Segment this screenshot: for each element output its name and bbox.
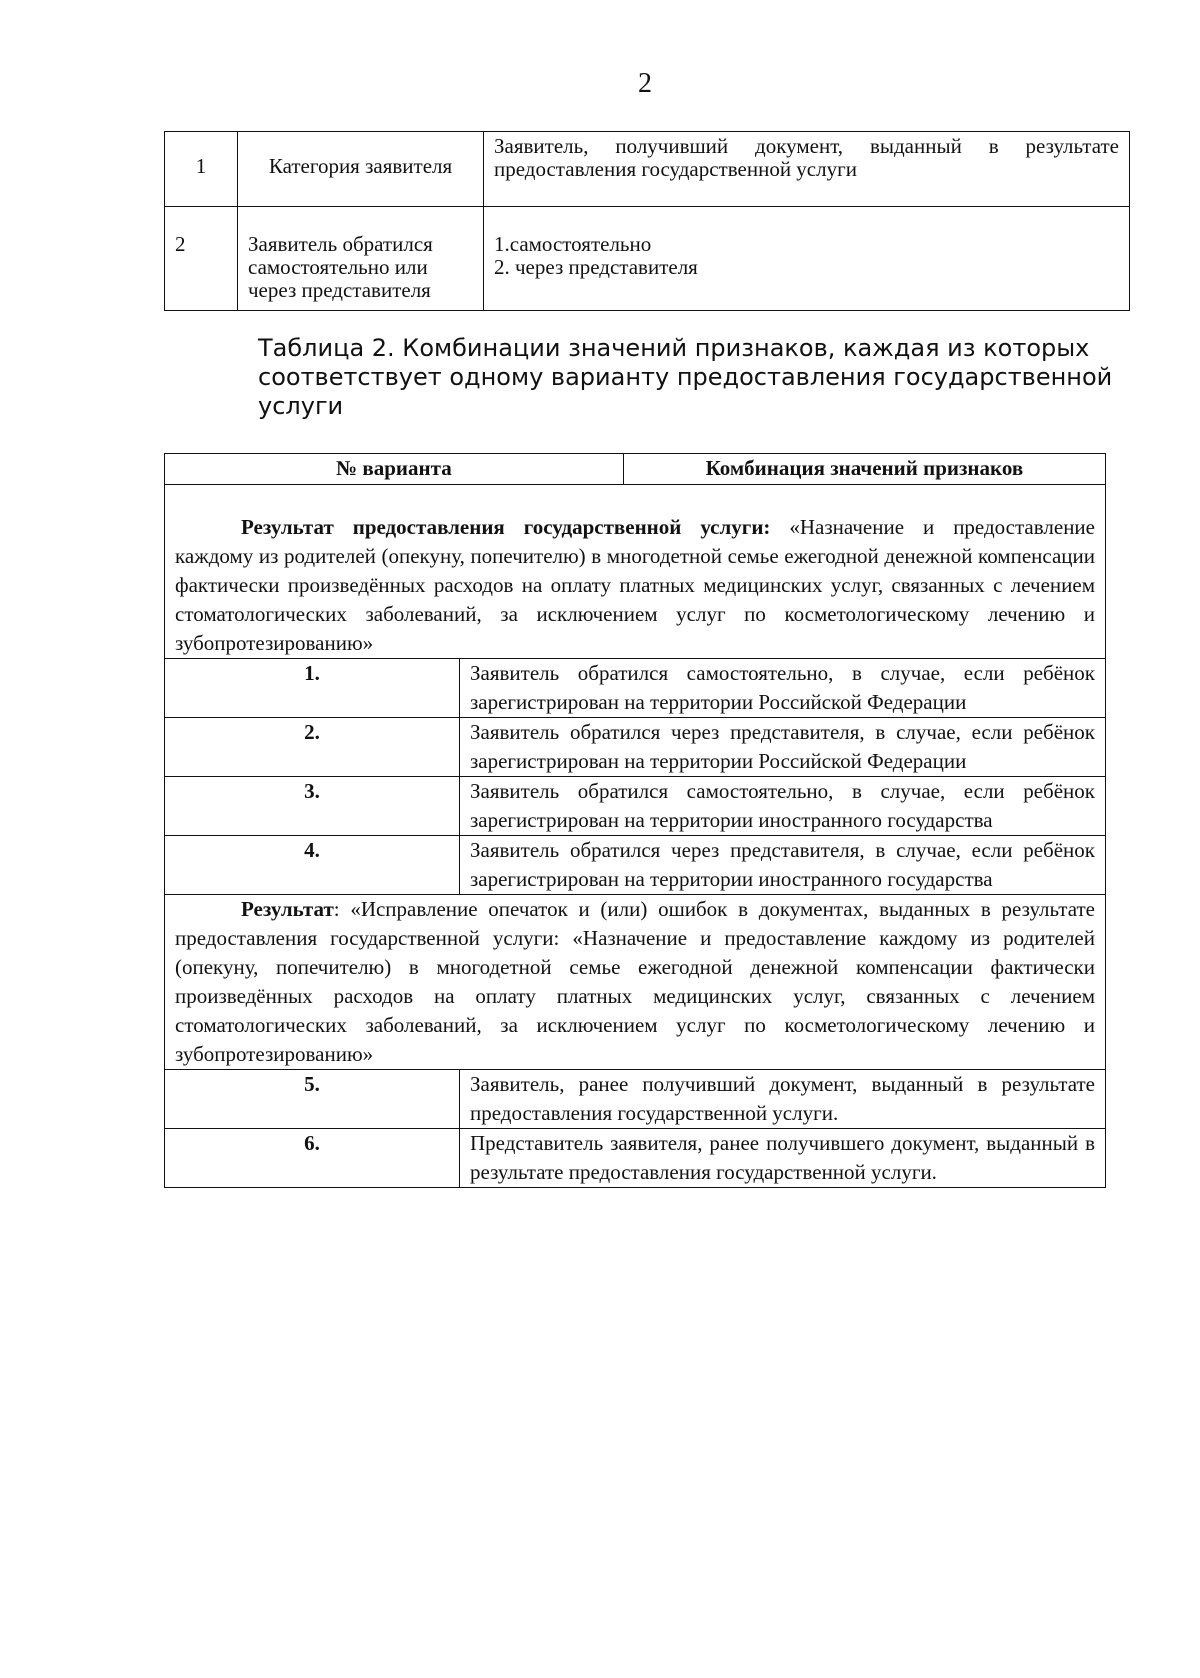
table-header-row bbox=[165, 454, 1106, 485]
table-row bbox=[165, 207, 1130, 311]
section-label: Результат предоставления государственной услуги: bbox=[241, 515, 771, 539]
applicant-criteria-table bbox=[164, 131, 1130, 311]
row-number: 1 bbox=[165, 132, 238, 207]
variant-number: 4. bbox=[165, 836, 460, 895]
criterion-value: Заявитель, получивший документ, выданный в результате предоставления государственной услуги bbox=[484, 132, 1130, 207]
row-number: 2 bbox=[165, 207, 238, 311]
criterion-label: Категория заявителя bbox=[238, 132, 484, 207]
section-row bbox=[165, 895, 1106, 1070]
section-result-2 bbox=[165, 895, 1106, 1070]
variants-table bbox=[164, 453, 1106, 1188]
table-row bbox=[165, 132, 1130, 207]
variant-number: 6. bbox=[165, 1129, 460, 1188]
table-row bbox=[165, 1070, 1106, 1129]
section-text: «Назначение и предоставление каждому из родителей (опекуну, попечителю) в многодетной семье ежегодной денежной компенсации фактически произведённых расходов на оплату платных медицинских услуг, связанных с лечением стоматологических заболеваний, за исключением услуг по косметологическому лечению и зубопротезированию» bbox=[175, 515, 1095, 655]
table-row bbox=[165, 836, 1106, 895]
header-combination: Комбинация значений признаков bbox=[623, 454, 1105, 485]
section-result-1 bbox=[165, 485, 1106, 659]
criterion-label: Заявитель обратился самостоятельно или через представителя bbox=[238, 207, 484, 311]
variant-description: Заявитель обратился самостоятельно, в случае, если ребёнок зарегистрирован на территории Российской Федерации bbox=[460, 659, 1106, 718]
variant-number: 2. bbox=[165, 718, 460, 777]
criterion-value: 1.самостоятельно 2. через представителя bbox=[484, 207, 1130, 311]
table-row bbox=[165, 718, 1106, 777]
variant-number: 1. bbox=[165, 659, 460, 718]
section-text: : «Исправление опечаток и (или) ошибок в документах, выданных в результате предоставления государственной услуги: «Назначение и предоставление каждому из родителей (опекуну, попечителю) в многодетной семье ежегодной денежной компенсации фактически произведённых расходов на оплату платных медицинских услуг, связанных с лечением стоматологических заболеваний, за исключением услуг по косметологическому лечению и зубопротезированию» bbox=[175, 897, 1095, 1066]
table-row bbox=[165, 777, 1106, 836]
table-row bbox=[165, 659, 1106, 718]
page-number: 2 bbox=[638, 68, 652, 99]
section-label: Результат bbox=[241, 897, 334, 921]
table-row bbox=[165, 1129, 1106, 1188]
variant-description: Заявитель, ранее получивший документ, выданный в результате предоставления государственной услуги. bbox=[460, 1070, 1106, 1129]
variant-description: Представитель заявителя, ранее получившего документ, выданный в результате предоставления государственной услуги. bbox=[460, 1129, 1106, 1188]
variant-description: Заявитель обратился через представителя, в случае, если ребёнок зарегистрирован на территории иностранного государства bbox=[460, 836, 1106, 895]
header-variant-number: № варианта bbox=[165, 454, 624, 485]
variant-number: 5. bbox=[165, 1070, 460, 1129]
variant-description: Заявитель обратился самостоятельно, в случае, если ребёнок зарегистрирован на территории иностранного государства bbox=[460, 777, 1106, 836]
table-caption: Таблица 2. Комбинации значений признаков, каждая из которых соответствует одному варианту предоставления государственной услуги bbox=[258, 334, 1113, 420]
section-row bbox=[165, 485, 1106, 659]
variant-number: 3. bbox=[165, 777, 460, 836]
variant-description: Заявитель обратился через представителя, в случае, если ребёнок зарегистрирован на территории Российской Федерации bbox=[460, 718, 1106, 777]
